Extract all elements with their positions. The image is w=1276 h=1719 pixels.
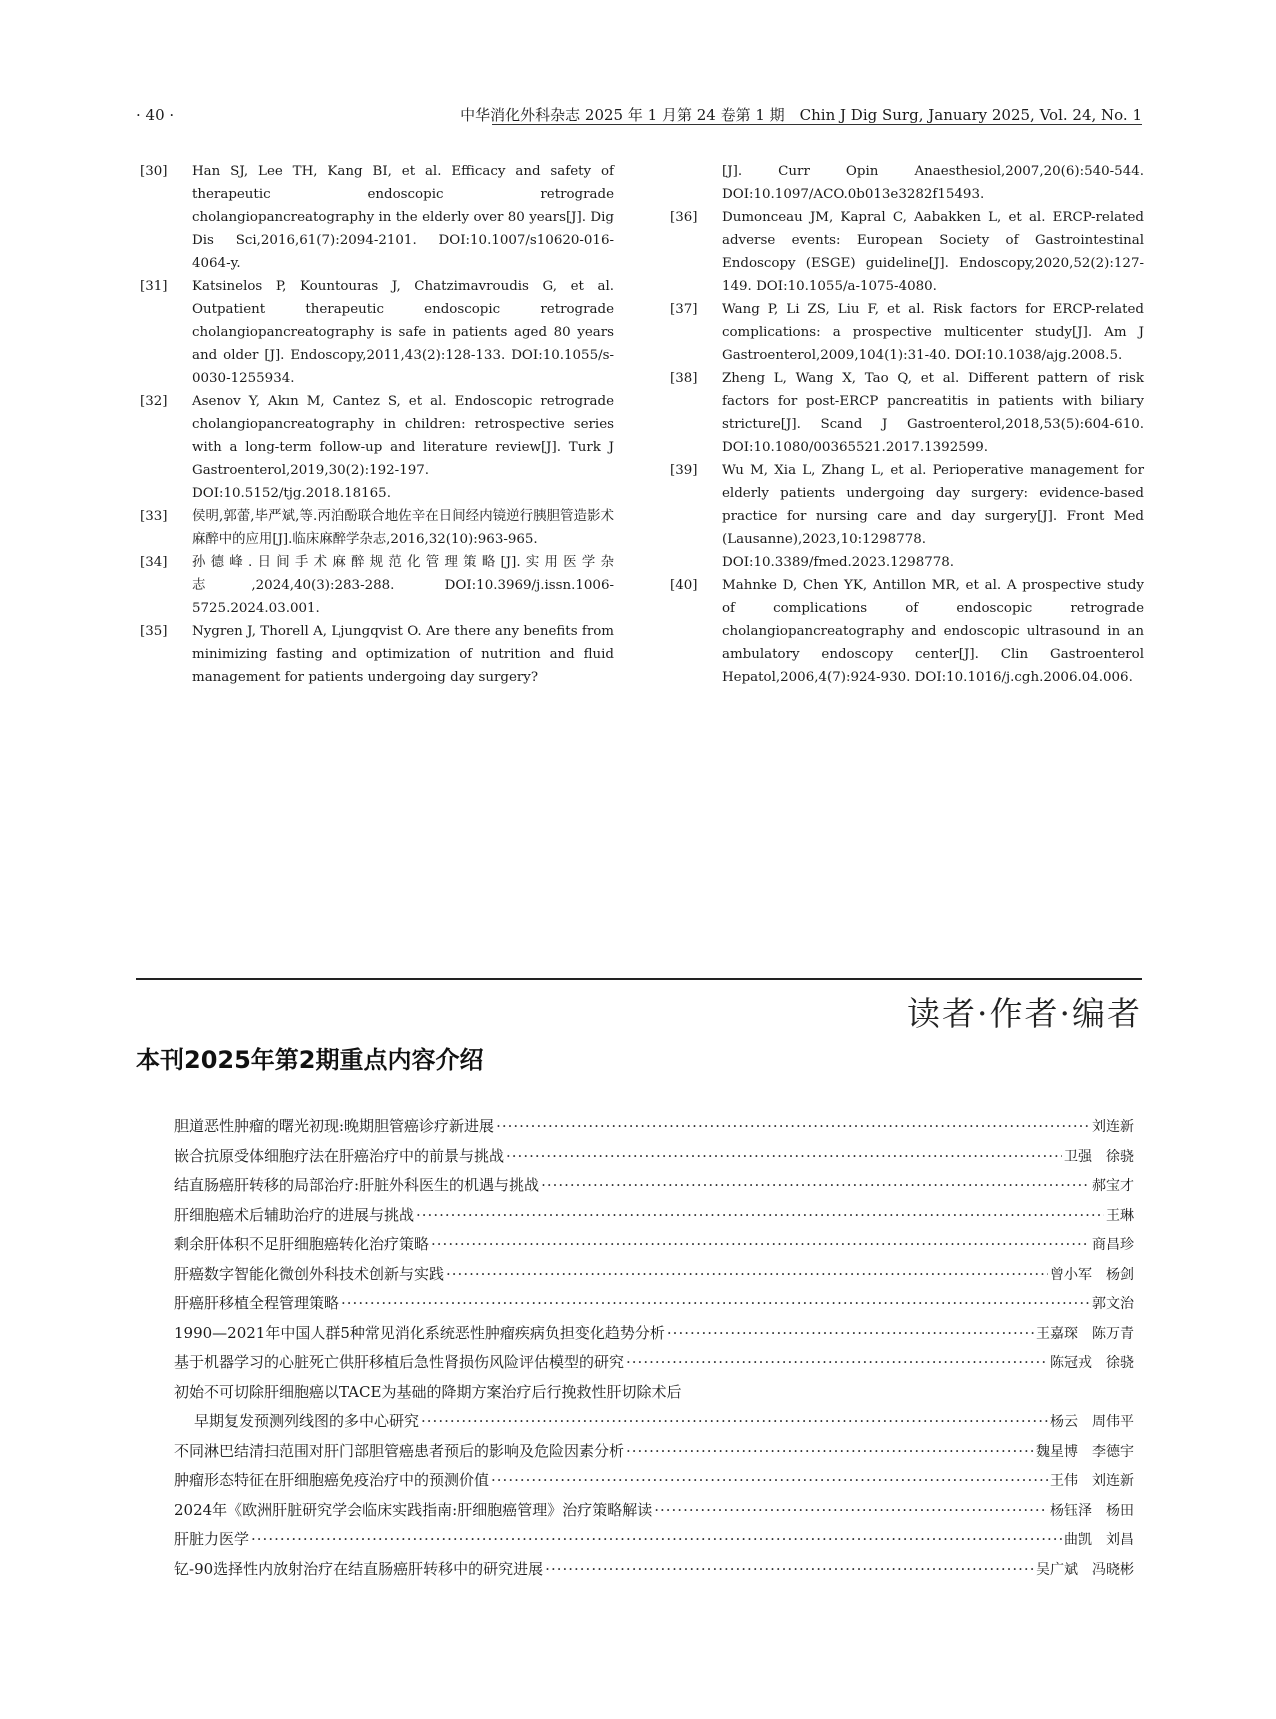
toc-entry	[174, 1289, 1134, 1319]
toc-dot-leader	[541, 1171, 1090, 1201]
reference-text: Mahnke D, Chen YK, Antillon MR, et al. A prospective study of complications of endoscopic retrograde cholangiopancreatography and endoscopic ultrasound in an ambulatory endoscopy center[J]. Clin Gastroenterol Hepatol,2006,4(7):924-930. DOI:10.1016/j.cgh.2006.04.006.	[722, 578, 1144, 685]
reference-number: [31]	[140, 279, 168, 294]
toc-entry-title: 肝癌肝移植全程管理策略	[174, 1294, 340, 1312]
toc-dot-leader	[421, 1407, 1048, 1437]
toc-dot-leader	[654, 1496, 1048, 1526]
toc-entry-title: 结直肠癌肝转移的局部治疗:肝脏外科医生的机遇与挑战	[174, 1176, 540, 1194]
toc-entry-title: 肝脏力医学	[174, 1530, 250, 1548]
toc-entry-title: 肿瘤形态特征在肝细胞癌免疫治疗中的预测价值	[174, 1471, 490, 1489]
reference-entry	[140, 275, 614, 390]
toc-entry-authors: 魏星博 李德宇	[1036, 1443, 1134, 1460]
reference-number: [39]	[670, 463, 698, 478]
toc-dot-leader	[506, 1142, 1062, 1172]
reference-number: [37]	[670, 302, 698, 317]
toc-entry-title: 2024年《欧洲肝脏研究学会临床实践指南:肝细胞癌管理》治疗策略解读	[174, 1500, 653, 1519]
toc-dot-leader	[496, 1112, 1090, 1142]
table-of-contents	[174, 1112, 1134, 1584]
page-number: · 40 ·	[136, 106, 175, 124]
reference-text: Wu M, Xia L, Zhang L, et al. Perioperative management for elderly patients undergoing day surgery: evidence-based practice for nursing care and day surgery[J]. Front Med (Lausanne),2023,10:1298778. DOI:10.3389/fmed.2023.1298778.	[722, 463, 1144, 570]
toc-entry	[174, 1230, 1134, 1260]
reference-entry	[670, 298, 1144, 367]
reference-text: [J]. Curr Opin Anaesthesiol,2007,20(6):540-544. DOI:10.1097/ACO.0b013e3282f15493.	[722, 164, 1144, 202]
toc-entry-authors: 卫强 徐骁	[1064, 1148, 1134, 1165]
references-left-column	[140, 160, 614, 689]
reference-text: Wang P, Li ZS, Liu F, et al. Risk factors for ERCP-related complications: a prospective multicenter study[J]. Am J Gastroenterol,2009,104(1):31-40. DOI:10.1038/ajg.2008.5.	[722, 302, 1144, 363]
reference-number: [30]	[140, 164, 168, 179]
toc-entry-authors: 郭文治	[1092, 1296, 1134, 1312]
issue-heading: 本刊2025年第2期重点内容介绍	[136, 1046, 484, 1074]
toc-entry-title: 不同淋巴结清扫范围对肝门部胆管癌患者预后的影响及危险因素分析	[174, 1441, 625, 1460]
toc-entry-title: 钇-90选择性内放射治疗在结直肠癌肝转移中的研究进展	[174, 1559, 544, 1578]
toc-entry-authors: 陈冠戎 徐骁	[1050, 1355, 1134, 1371]
reference-entry	[140, 160, 614, 275]
toc-entry	[174, 1466, 1134, 1496]
toc-entry	[174, 1319, 1134, 1349]
reference-text: Zheng L, Wang X, Tao Q, et al. Different pattern of risk factors for post-ERCP pancreatitis in patients with biliary stricture[J]. Scand J Gastroenterol,2018,53(5):604-610. DOI:10.1080/00365521.2017.1392599.	[722, 371, 1144, 455]
toc-dot-leader	[491, 1466, 1048, 1496]
toc-entry-authors: 王嘉琛 陈万青	[1036, 1325, 1134, 1342]
toc-entry	[174, 1112, 1134, 1142]
reference-text: Dumonceau JM, Kapral C, Aabakken L, et al. ERCP-related adverse events: European Society of Gastrointestinal Endoscopy (ESGE) guideline[J]. Endoscopy,2020,52(2):127-149. DOI:10.1055/a-1075-4080.	[722, 210, 1144, 294]
toc-entry-authors: 郝宝才	[1092, 1178, 1134, 1194]
reference-number: [38]	[670, 371, 698, 386]
toc-entry	[174, 1525, 1134, 1555]
toc-entry	[174, 1378, 1134, 1408]
toc-entry-authors: 曾小军 杨剑	[1050, 1266, 1134, 1283]
reference-number: [33]	[140, 509, 168, 524]
reference-text: Nygren J, Thorell A, Ljungqvist O. Are there any benefits from minimizing fasting and optimization of nutrition and fluid management for patients undergoing day surgery?	[192, 624, 614, 685]
toc-entry-title: 早期复发预测列线图的多中心研究	[194, 1412, 420, 1430]
toc-dot-leader	[416, 1201, 1104, 1231]
toc-dot-leader	[251, 1525, 1062, 1555]
toc-entry-authors: 杨云 周伟平	[1050, 1414, 1134, 1430]
reference-text: Katsinelos P, Kountouras J, Chatzimavroudis G, et al. Outpatient therapeutic endoscopic retrograde cholangiopancreatography is safe in patients aged 80 years and older [J]. Endoscopy,2011,43(2):128-133. DOI:10.1055/s-0030-1255934.	[192, 279, 614, 386]
toc-entry-title: 肝癌数字智能化微创外科技术创新与实践	[174, 1264, 445, 1283]
toc-dot-leader	[626, 1348, 1048, 1378]
reference-entry	[140, 390, 614, 505]
reference-entry	[140, 620, 614, 689]
toc-dot-leader	[667, 1319, 1034, 1349]
section-title: 读者·作者·编者	[907, 994, 1142, 1033]
toc-entry-authors: 刘连新	[1092, 1119, 1134, 1135]
toc-entry	[174, 1407, 1134, 1437]
reference-entry	[670, 574, 1144, 689]
toc-entry-title: 1990—2021年中国人群5种常见消化系统恶性肿瘤疾病负担变化趋势分析	[174, 1323, 665, 1342]
journal-citation: 中华消化外科杂志 2025 年 1 月第 24 卷第 1 期 Chin J Dig Surg, January 2025, Vol. 24, No. 1	[460, 106, 1142, 124]
toc-entry	[174, 1201, 1134, 1231]
toc-entry	[174, 1142, 1134, 1172]
toc-entry-authors: 王伟 刘连新	[1050, 1473, 1134, 1489]
toc-entry-title: 胆道恶性肿瘤的曙光初现:晚期胆管癌诊疗新进展	[174, 1117, 495, 1135]
references-right-column	[670, 160, 1144, 689]
reference-entry	[670, 160, 1144, 206]
section-divider	[136, 978, 1142, 980]
toc-entry	[174, 1437, 1134, 1467]
reference-entry	[140, 505, 614, 551]
reference-text: Han SJ, Lee TH, Kang BI, et al. Efficacy and safety of therapeutic endoscopic retrograde cholangiopancreatography in the elderly over 80 years[J]. Dig Dis Sci,2016,61(7):2094-2101. DOI:10.1007/s10620-016-4064-y.	[192, 164, 614, 271]
toc-dot-leader	[446, 1260, 1048, 1290]
reference-entry	[670, 459, 1144, 574]
toc-dot-leader	[626, 1437, 1034, 1467]
reference-number: [36]	[670, 210, 698, 225]
header-rule	[492, 124, 1142, 125]
toc-entry	[174, 1555, 1134, 1585]
reference-text: 侯明,郭蕾,毕严斌,等.丙泊酚联合地佐辛在日间经内镜逆行胰胆管造影术麻醉中的应用[J].临床麻醉学杂志,2016,32(10):963-965.	[192, 509, 614, 547]
toc-entry-authors: 杨钰泽 杨田	[1050, 1502, 1134, 1519]
reference-entry	[670, 206, 1144, 298]
toc-entry-authors: 商昌珍	[1092, 1237, 1134, 1253]
running-header	[136, 104, 1142, 126]
toc-entry	[174, 1260, 1134, 1290]
toc-entry-title: 肝细胞癌术后辅助治疗的进展与挑战	[174, 1205, 415, 1224]
toc-entry-authors: 王琳	[1106, 1207, 1134, 1224]
reference-number: [32]	[140, 394, 168, 409]
toc-entry-authors: 吴广斌 冯晓彬	[1036, 1561, 1134, 1578]
reference-entry	[670, 367, 1144, 459]
reference-entry	[140, 551, 614, 620]
reference-number: [35]	[140, 624, 168, 639]
toc-dot-leader	[431, 1230, 1090, 1260]
toc-entry-authors: 曲凯 刘昌	[1064, 1532, 1134, 1548]
toc-entry-title: 初始不可切除肝细胞癌以TACE为基础的降期方案治疗后行挽救性肝切除术后	[174, 1382, 682, 1401]
toc-entry	[174, 1171, 1134, 1201]
reference-text: 孙德峰.日间手术麻醉规范化管理策略[J].实用医学杂志,2024,40(3):283-288. DOI:10.3969/j.issn.1006-5725.2024.03.001.	[192, 555, 614, 616]
toc-dot-leader	[545, 1555, 1034, 1585]
toc-entry-title: 基于机器学习的心脏死亡供肝移植后急性肾损伤风险评估模型的研究	[174, 1353, 625, 1371]
toc-entry	[174, 1348, 1134, 1378]
toc-entry	[174, 1496, 1134, 1526]
toc-entry-title: 剩余肝体积不足肝细胞癌转化治疗策略	[174, 1235, 430, 1253]
toc-entry-title: 嵌合抗原受体细胞疗法在肝癌治疗中的前景与挑战	[174, 1146, 505, 1165]
reference-number: [40]	[670, 578, 698, 593]
toc-dot-leader	[341, 1289, 1090, 1319]
reference-text: Asenov Y, Akın M, Cantez S, et al. Endoscopic retrograde cholangiopancreatography in children: retrospective series with a long-term follow-up and literature review[J]. Turk J Gastroenterol,2019,30(2):192-197. DOI:10.5152/tjg.2018.18165.	[192, 394, 614, 501]
reference-number: [34]	[140, 555, 168, 570]
